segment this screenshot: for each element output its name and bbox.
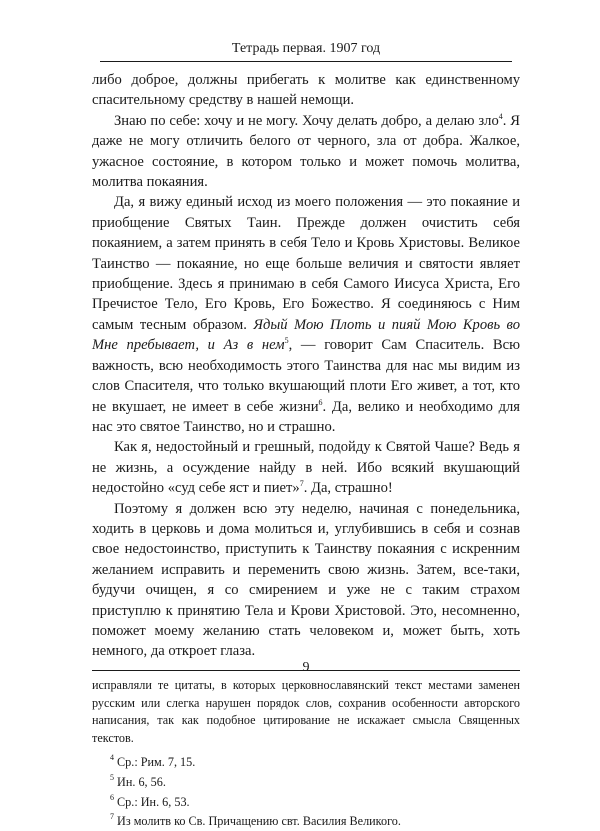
footnote-ref-5: 5 bbox=[284, 336, 289, 346]
paragraph-4 bbox=[92, 437, 520, 498]
footnote-ref-6: 6 bbox=[318, 397, 323, 407]
footnote-ref-7: 7 bbox=[299, 479, 304, 489]
footnote-item bbox=[110, 774, 520, 792]
footnote-continuation: исправляли те цитаты, в которых церковнославянский текст местами заменен русским или слегка нарушен порядок слов, сохранив особенности авторского написания, так как подобное цитирование не искажает смысла Священных текстов. bbox=[92, 677, 520, 746]
running-head: Тетрадь первая. 1907 год bbox=[100, 40, 512, 62]
scripture-quote: Ядый Мою Плоть и пияй Мою Кровь во Мне пребывает, и Аз в нем bbox=[92, 316, 520, 354]
footnote-text: Из молитв ко Св. Причащению свт. Василия Великого. bbox=[117, 814, 401, 829]
paragraph-3-text-b: , — говорит Сам Спаситель. Всю важность, всю необходимость этого Таинства для нас мы видим из слов Спасителя, что только вкушающий плоти Его живет, а тот, кто не вкушает, не имеет в себе жизни bbox=[92, 337, 520, 415]
paragraph-2-text-a: Знаю по себе: хочу и не могу. Хочу делать добро, а делаю зло bbox=[114, 112, 499, 129]
paragraph-3-text-c: . Да, велико и необходимо для нас это святое Таинство, но и страшно. bbox=[92, 398, 521, 435]
footnote-item bbox=[110, 813, 520, 831]
footnote-number: 5 bbox=[110, 772, 114, 782]
paragraph-4-text-a: Как я, недостойный и грешный, подойду к Святой Чаше? Ведь я не жизнь, а осуждение найду в ней. Ибо всякий вкушающий недостойно «суд себе яст и пиет» bbox=[92, 439, 520, 497]
footnote-number: 4 bbox=[110, 752, 114, 762]
footnote-item bbox=[110, 794, 520, 812]
body-text bbox=[92, 70, 520, 662]
footnote-number: 6 bbox=[110, 792, 114, 802]
footnote-item bbox=[110, 754, 520, 772]
footnote-text: Ср.: Ин. 6, 53. bbox=[117, 794, 190, 809]
paragraph-5: Поэтому я должен всю эту неделю, начиная с понедельника, ходить в церковь и дома молиться и, углубившись в себя и сознав свое недостоинство, приступить к Таинству покаяния с искренним желанием исправить и переменить свою жизнь. Затем, все-таки, будучи очищен, я со смирением и уже не с таким страхом приступлю к принятию Тела и Крови Христовой. Это, несомненно, поможет моему желанию стать человеком и, может быть, хоть немного, да откроет глаза. bbox=[92, 500, 520, 660]
footnote-ref-4: 4 bbox=[498, 111, 503, 121]
paragraph-1: либо доброе, должны прибегать к молитве как единственному спасительному средству в нашей немощи. bbox=[92, 72, 520, 109]
footnote-text: Ср.: Рим. 7, 15. bbox=[117, 754, 196, 769]
footnotes bbox=[92, 677, 520, 831]
paragraph-4-text-b: . Да, страшно! bbox=[303, 480, 393, 497]
paragraph-3-text-a: Да, я вижу единый исход из моего положения — это покаяние и приобщение Святых Таин. Прежде должен очистить себя покаянием, а затем принять в себя Тело и Кровь Христовы. Великое Таинство — покаяние, но еще больше величия и святости являет приобщение. Здесь я принимаю в себя Самого Иисуса Христа, Его Пречистое Тело, Его Кровь, Его Божество. Я соединяюсь с Ним самым тесным образом. bbox=[92, 194, 520, 333]
footnote-text: Ин. 6, 56. bbox=[117, 774, 166, 789]
paragraph-2 bbox=[92, 111, 520, 193]
book-page bbox=[92, 40, 521, 829]
paragraph-3 bbox=[92, 192, 520, 437]
page-number: 9 bbox=[302, 660, 310, 675]
footnote-number: 7 bbox=[110, 812, 114, 822]
paragraph-2-text-b: . Я даже не могу отличить белого от черного, зла от добра. Жалкое, ужасное состояние, в котором только и может помочь молитва, молитва покаяния. bbox=[92, 112, 521, 191]
